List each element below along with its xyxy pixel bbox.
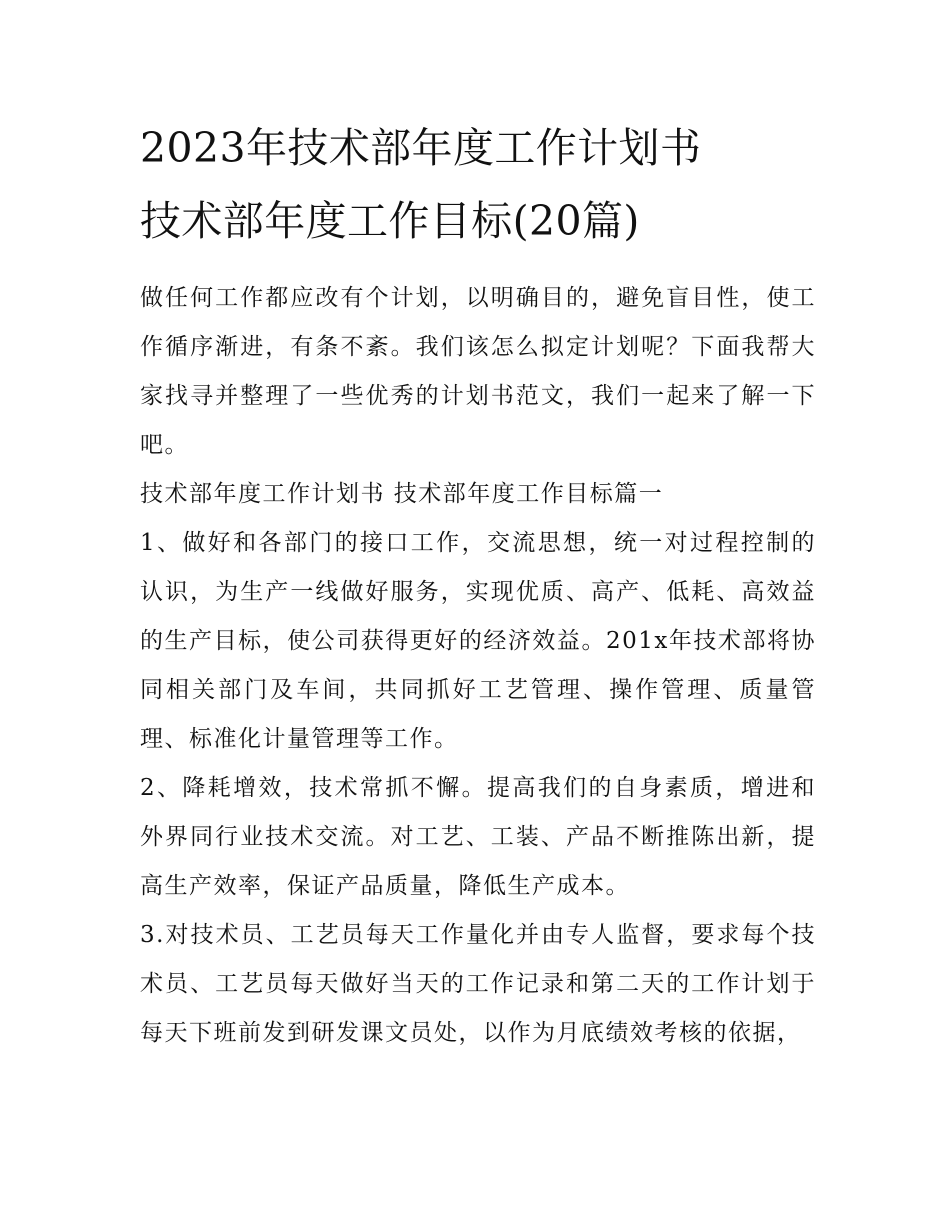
title-line-1: 2023年技术部年度工作计划书 xyxy=(140,124,702,172)
section-heading: 技术部年度工作计划书 技术部年度工作目标篇一 xyxy=(140,481,664,507)
title-line-2: 技术部年度工作目标(20篇) xyxy=(140,197,640,245)
document-body xyxy=(140,274,816,1058)
list-item: 1、做好和各部门的接口工作，交流思想，统一对过程控制的认识，为生产一线做好服务，实现优质、高产、低耗、高效益的生产目标，使公司获得更好的经济效益。201x年技术部将协同相关部门及车间，共同抓好工艺管理、操作管理、质量管理、标准化计量管理等工作。 xyxy=(140,530,816,752)
document-title xyxy=(140,112,816,258)
list-item: 2、降耗增效，技术常抓不懈。提高我们的自身素质，增进和外界同行业技术交流。对工艺、工装、产品不断推陈出新，提高生产效率，保证产品质量，降低生产成本。 xyxy=(140,775,816,899)
intro-paragraph: 做任何工作都应改有个计划，以明确目的，避免盲目性，使工作循序渐进，有条不紊。我们该怎么拟定计划呢？下面我帮大家找寻并整理了一些优秀的计划书范文，我们一起来了解一下吧。 xyxy=(140,285,816,458)
list-item: 3.对技术员、工艺员每天工作量化并由专人监督，要求每个技术员、工艺员每天做好当天的工作记录和第二天的工作计划于每天下班前发到研发课文员处，以作为月底绩效考核的依据， xyxy=(140,922,816,1046)
document-content xyxy=(140,112,816,1058)
